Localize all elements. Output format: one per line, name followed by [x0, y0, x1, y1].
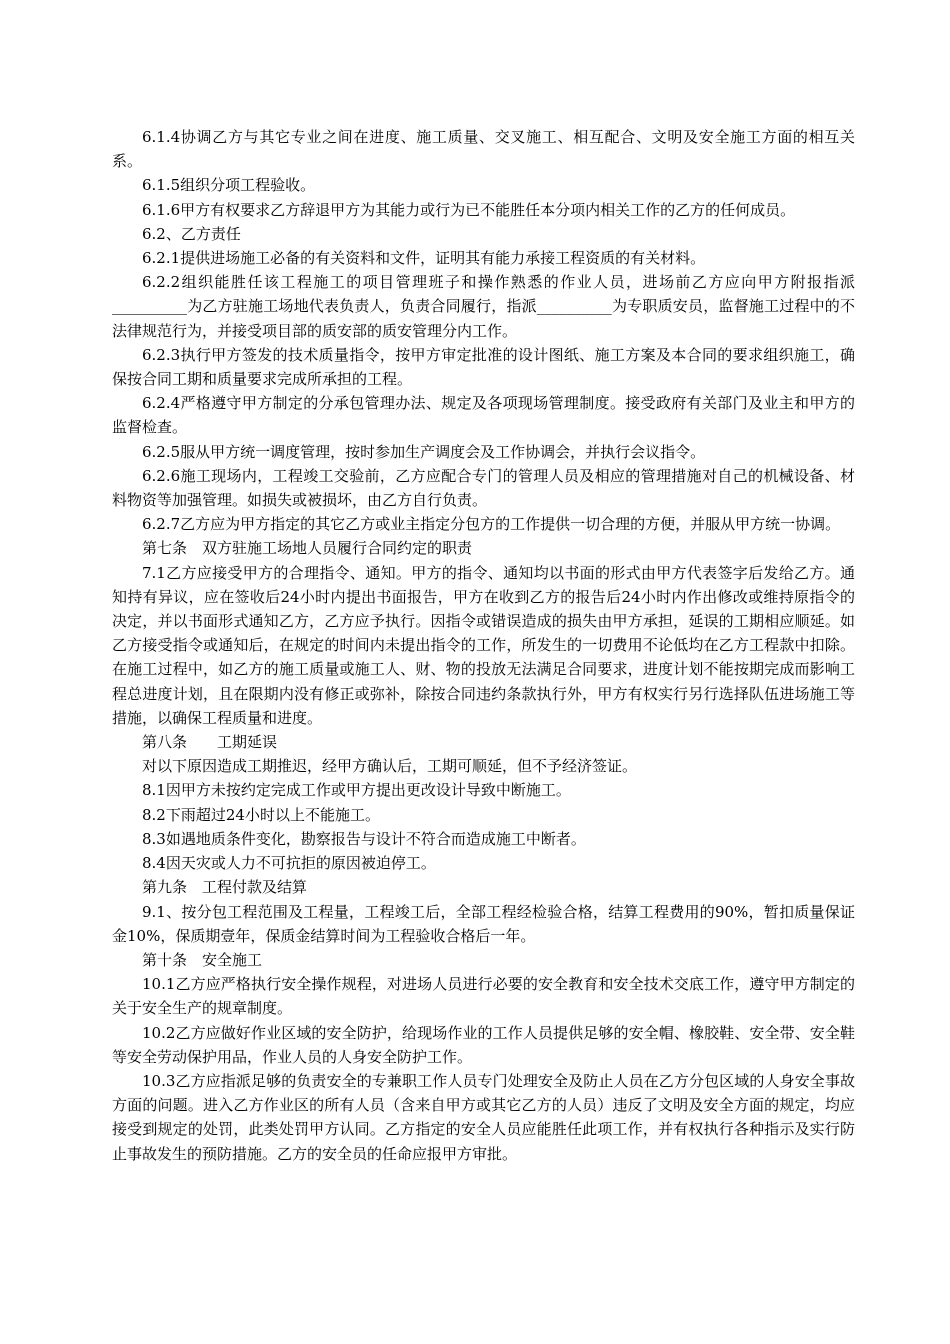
article-8-heading: 第八条 工期延误: [142, 733, 278, 752]
clause-6-1-5: 6.1.5组织分项工程验收。: [142, 176, 316, 195]
clause-10-2: 10.2乙方应做好作业区域的安全防护，给现场作业的工作人员提供足够的安全帽、橡胶鞋、安全带、安全鞋等安全劳动保护用品，作业人员的人身安全防护工作。: [112, 1023, 855, 1066]
clause-9-1: 9.1、按分包工程范围及工程量，工程竣工后，全部工程经检验合格，结算工程费用的90%，暂扣质量保证金10%，保质期壹年，保质金结算时间为工程验收合格后一年。: [112, 902, 855, 945]
clause-6-2-3: 6.2.3执行甲方签发的技术质量指令，按甲方审定批准的设计图纸、施工方案及本合同的要求组织施工，确保按合同工期和质量要求完成所承担的工程。: [112, 345, 855, 389]
clause-6-2-1: 6.2.1提供进场施工必备的有关资料和文件，证明其有能力承接工程资质的有关材料。: [142, 249, 706, 268]
clause-8-3: 8.3如遇地质条件变化，勘察报告与设计不符合而造成施工中断者。: [142, 829, 586, 848]
clause-6-2-4: 6.2.4严格遵守甲方制定的分承包管理办法、规定及各项现场管理制度。接受政府有关部门及业主和甲方的监督检查。: [112, 394, 855, 437]
clause-6-2-6: 6.2.6施工现场内，工程竣工交验前，乙方应配合专门的管理人员及相应的管理措施对自己的机械设备、材料物资等加强管理。如损失或被损坏，由乙方自行负责。: [112, 466, 855, 510]
clause-8-2: 8.2下雨超过24小时以上不能施工。: [142, 805, 380, 824]
clause-8-1: 8.1因甲方未按约定完成工作或甲方提出更改设计导致中断施工。: [142, 781, 571, 800]
clause-6-2-2: 6.2.2组织能胜任该工程施工的项目管理班子和操作熟悉的作业人员，进场前乙方应向甲方附报指派__________为乙方驻施工场地代表负责人，负责合同履行，指派__________为专职质安员，监督施工过程中的不法律规范行为，并接受项目部的质安部的质安管理分内工作。: [112, 273, 855, 340]
article-10-heading: 第十条 安全施工: [142, 950, 263, 969]
clause-8-4: 8.4因天灾或人力不可抗拒的原因被迫停工。: [142, 854, 436, 873]
section-heading-6-2: 6.2、乙方责任: [142, 224, 241, 243]
clause-6-2-7: 6.2.7乙方应为甲方指定的其它乙方或业主指定分包方的工作提供一切合理的方便，并服从甲方统一协调。: [142, 515, 841, 534]
clause-10-3: 10.3乙方应指派足够的负责安全的专兼职工作人员专门处理安全及防止人员在乙方分包区域的人身安全事故方面的问题。进入乙方作业区的所有人员（含来自甲方或其它乙方的人员）违反了文明及安全方面的规定，均应接受到规定的处罚，此类处罚甲方认同。乙方指定的安全人员应能胜任此项工作，并有权执行各种指示及实行防止事故发生的预防措施。乙方的安全员的任命应报甲方审批。: [112, 1071, 855, 1163]
clause-6-1-6: 6.1.6甲方有权要求乙方辞退甲方为其能力或行为已不能胜任本分项内相关工作的乙方的任何成员。: [142, 200, 796, 219]
article-8-intro: 对以下原因造成工期推迟，经甲方确认后，工期可顺延，但不予经济签证。: [142, 757, 638, 776]
clause-10-1: 10.1乙方应严格执行安全操作规程，对进场人员进行必要的安全教育和安全技术交底工作，遵守甲方制定的关于安全生产的规章制度。: [112, 975, 855, 1018]
clause-6-1-4: 6.1.4协调乙方与其它专业之间在进度、施工质量、交叉施工、相互配合、文明及安全施工方面的相互关系。: [112, 128, 855, 171]
clause-6-2-5: 6.2.5服从甲方统一调度管理，按时参加生产调度会及工作协调会，并执行会议指令。: [142, 442, 706, 461]
clause-7-1: 7.1乙方应接受甲方的合理指令、通知。甲方的指令、通知均以书面的形式由甲方代表签字后发给乙方。通知持有异议，应在签收后24小时内提出书面报告，甲方在收到乙方的报告后24小时内作出修改或维持原指令的决定，并以书面形式通知乙方，乙方应予执行。因指令或错误造成的损失由甲方承担，延误的工期相应顺延。如乙方接受指令或通知后，在规定的时间内未提出指令的工作，所发生的一切费用不论低均在乙方工程款中扣除。在施工过程中，如乙方的施工质量或施工人、财、物的投放无法满足合同要求，进度计划不能按期完成而影响工程总进度计划，且在限期内没有修正或弥补，除按合同违约条款执行外，甲方有权实行另行选择队伍进场施工等措施，以确保工程质量和进度。: [112, 563, 855, 727]
article-7-heading: 第七条 双方驻施工场地人员履行合同约定的职责: [142, 539, 473, 558]
article-9-heading: 第九条 工程付款及结算: [142, 878, 308, 897]
